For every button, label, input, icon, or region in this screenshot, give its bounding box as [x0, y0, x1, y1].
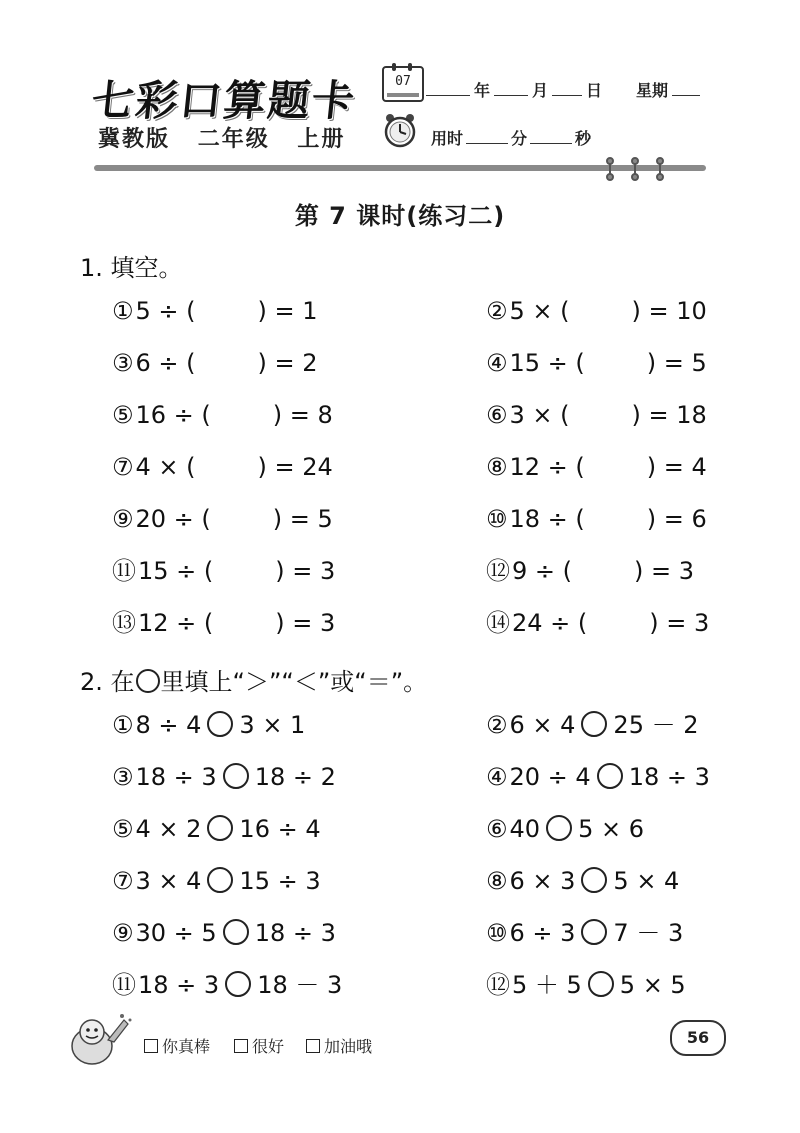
mascot-illustration-icon [64, 1010, 136, 1072]
problem-number: ⑨ [112, 505, 134, 533]
compare-left-expression: 18 ÷ 3 [138, 971, 220, 999]
problem-right-side: ) = 24 [257, 453, 333, 481]
problem-number: ⑥ [486, 401, 508, 429]
compare-left-expression: 6 × 3 [509, 867, 576, 895]
compare-right-expression: 18 ÷ 3 [254, 919, 336, 947]
problem-number: ④ [486, 349, 508, 377]
compare-answer-circle[interactable] [207, 711, 233, 737]
problem-right-side: ) = 5 [272, 505, 333, 533]
compare-problem [486, 762, 710, 792]
problem-number: ⑫ [486, 557, 510, 585]
compare-right-expression: 7 － 3 [613, 919, 684, 947]
lesson-title: 第 7 课时(练习二) [294, 202, 506, 230]
compare-answer-circle[interactable] [581, 919, 607, 945]
fill-blank-problem [112, 504, 333, 534]
fill-blank-problem [112, 556, 335, 586]
compare-problem [112, 970, 342, 1000]
rating-option-great[interactable]: 你真棒 [144, 1034, 210, 1057]
problem-number: ② [486, 711, 508, 739]
problem-left-side: 6 ÷ ( [135, 349, 196, 377]
fill-blank-problem [486, 348, 707, 378]
fill-blank-problem [486, 608, 709, 638]
section2-title-suffix: 里填上“＞”“＜”或“＝”。 [160, 668, 428, 696]
compare-answer-circle[interactable] [588, 971, 614, 997]
compare-left-expression: 40 [509, 815, 541, 843]
problem-number: ② [486, 297, 508, 325]
problem-number: ⑬ [112, 609, 136, 637]
problem-left-side: 3 × ( [509, 401, 570, 429]
fill-blank-problem [486, 556, 694, 586]
problem-number: ⑩ [486, 505, 508, 533]
month-label: 月 [532, 81, 549, 100]
problem-number: ⑪ [112, 971, 136, 999]
fill-blank-problem [112, 452, 333, 482]
compare-answer-circle[interactable] [207, 815, 233, 841]
second-label: 秒 [575, 129, 592, 148]
problem-left-side: 5 × ( [509, 297, 570, 325]
compare-left-expression: 8 ÷ 4 [135, 711, 202, 739]
problem-right-side: ) = 3 [634, 557, 694, 585]
problem-number: ⑦ [112, 453, 134, 481]
fill-blank-problem [486, 504, 707, 534]
day-blank[interactable] [552, 81, 582, 96]
compare-answer-circle[interactable] [207, 867, 233, 893]
book-info [98, 122, 363, 153]
compare-answer-circle[interactable] [597, 763, 623, 789]
day-label: 日 [586, 81, 603, 100]
rating-option-good[interactable]: 很好 [234, 1034, 284, 1057]
problem-number: ⑩ [486, 919, 508, 947]
second-blank[interactable] [530, 129, 572, 144]
year-blank[interactable] [426, 81, 470, 96]
compare-answer-circle[interactable] [546, 815, 572, 841]
problem-left-side: 15 ÷ ( [138, 557, 214, 585]
compare-right-expression: 5 × 4 [613, 867, 680, 895]
problem-number: ⑦ [112, 867, 134, 895]
problem-left-side: 20 ÷ ( [135, 505, 211, 533]
compare-left-expression: 6 × 4 [509, 711, 576, 739]
problem-right-side: ) = 10 [631, 297, 707, 325]
minute-label: 分 [511, 129, 528, 148]
problem-right-side: ) = 3 [275, 609, 336, 637]
problem-number: ⑤ [112, 815, 134, 843]
problem-number: ⑥ [486, 815, 508, 843]
problem-left-side: 24 ÷ ( [512, 609, 588, 637]
section2-title-prefix: 2. 在 [80, 668, 135, 696]
problem-number: ⑤ [112, 401, 134, 429]
compare-left-expression: 5 ＋ 5 [512, 971, 582, 999]
alarm-clock-icon [382, 112, 418, 148]
circle-symbol-icon [136, 669, 160, 693]
problem-number: ③ [112, 349, 134, 377]
calendar-day: 07 [395, 74, 411, 89]
compare-right-expression: 5 × 6 [578, 815, 644, 843]
compare-answer-circle[interactable] [581, 867, 607, 893]
compare-problem [486, 918, 683, 948]
compare-problem [112, 710, 305, 740]
problem-right-side: ) = 4 [646, 453, 707, 481]
compare-right-expression: 5 × 5 [619, 971, 686, 999]
time-fill-line [428, 126, 594, 149]
compare-right-expression: 18 － 3 [257, 971, 343, 999]
fill-blank-problem [112, 400, 333, 430]
compare-problem [112, 918, 336, 948]
section2-title [80, 662, 427, 697]
month-blank[interactable] [494, 81, 528, 96]
problem-left-side: 16 ÷ ( [135, 401, 211, 429]
compare-right-expression: 15 ÷ 3 [239, 867, 321, 895]
problem-number: ⑭ [486, 609, 510, 637]
volume-label: 上册 [297, 127, 346, 152]
problem-left-side: 12 ÷ ( [509, 453, 585, 481]
compare-left-expression: 3 × 4 [135, 867, 202, 895]
compare-answer-circle[interactable] [581, 711, 607, 737]
problem-number: ⑫ [486, 971, 510, 999]
rating-checkbox[interactable] [234, 1039, 248, 1053]
compare-left-expression: 30 ÷ 5 [135, 919, 217, 947]
problem-left-side: 12 ÷ ( [138, 609, 214, 637]
calendar-icon [382, 66, 424, 102]
compare-right-expression: 16 ÷ 4 [239, 815, 321, 843]
compare-left-expression: 4 × 2 [135, 815, 202, 843]
problem-number: ① [112, 297, 134, 325]
compare-right-expression: 18 ÷ 3 [628, 763, 710, 791]
rating-option-keep-going[interactable]: 加油哦 [306, 1034, 372, 1057]
problem-number: ⑧ [486, 867, 508, 895]
brand-title: 七彩口算题卡 [89, 76, 359, 125]
compare-left-expression: 20 ÷ 4 [509, 763, 591, 791]
page-number: 56 [670, 1020, 726, 1056]
date-fill-line [426, 78, 700, 101]
compare-right-expression: 18 ÷ 2 [254, 763, 336, 791]
minute-blank[interactable] [466, 129, 508, 144]
compare-problem [112, 814, 321, 844]
problem-number: ⑧ [486, 453, 508, 481]
weekday-blank[interactable] [672, 81, 700, 96]
fill-blank-problem [486, 452, 707, 482]
compare-problem [486, 710, 699, 740]
compare-problem [486, 970, 686, 1000]
fill-blank-problem [112, 608, 335, 638]
compare-right-expression: 3 × 1 [239, 711, 306, 739]
section1-title: 1. 填空。 [80, 254, 183, 282]
problem-left-side: 15 ÷ ( [509, 349, 585, 377]
problem-right-side: ) = 6 [646, 505, 707, 533]
compare-problem [112, 866, 321, 896]
problem-right-side: ) = 3 [649, 609, 710, 637]
problem-right-side: ) = 8 [272, 401, 333, 429]
grade-label: 二年级 [197, 127, 270, 152]
rating-checkbox[interactable] [144, 1039, 158, 1053]
rating-checkbox[interactable] [306, 1039, 320, 1053]
problem-right-side: ) = 2 [257, 349, 318, 377]
string-knots-decoration [600, 157, 670, 183]
compare-answer-circle[interactable] [225, 971, 251, 997]
problem-right-side: ) = 18 [631, 401, 707, 429]
weekday-label: 星期 [636, 81, 669, 100]
time-used-label: 用时 [431, 129, 464, 148]
problem-number: ⑨ [112, 919, 134, 947]
problem-number: ⑪ [112, 557, 136, 585]
problem-left-side: 4 × ( [135, 453, 196, 481]
compare-right-expression: 25 － 2 [613, 711, 699, 739]
compare-answer-circle[interactable] [223, 919, 249, 945]
problem-number: ④ [486, 763, 508, 791]
problem-right-side: ) = 1 [257, 297, 318, 325]
year-label: 年 [474, 81, 491, 100]
problem-left-side: 9 ÷ ( [512, 557, 572, 585]
fill-blank-problem [486, 296, 707, 326]
problem-right-side: ) = 5 [646, 349, 707, 377]
compare-left-expression: 6 ÷ 3 [509, 919, 576, 947]
problem-number: ① [112, 711, 134, 739]
problem-right-side: ) = 3 [275, 557, 336, 585]
problem-left-side: 18 ÷ ( [509, 505, 585, 533]
fill-blank-problem [486, 400, 707, 430]
compare-problem [486, 814, 644, 844]
compare-problem [486, 866, 679, 896]
fill-blank-problem [112, 348, 318, 378]
problem-left-side: 5 ÷ ( [135, 297, 196, 325]
problem-number: ③ [112, 763, 134, 791]
compare-answer-circle[interactable] [223, 763, 249, 789]
compare-left-expression: 18 ÷ 3 [135, 763, 217, 791]
compare-problem [112, 762, 336, 792]
fill-blank-problem [112, 296, 318, 326]
edition-label: 冀教版 [98, 127, 171, 152]
